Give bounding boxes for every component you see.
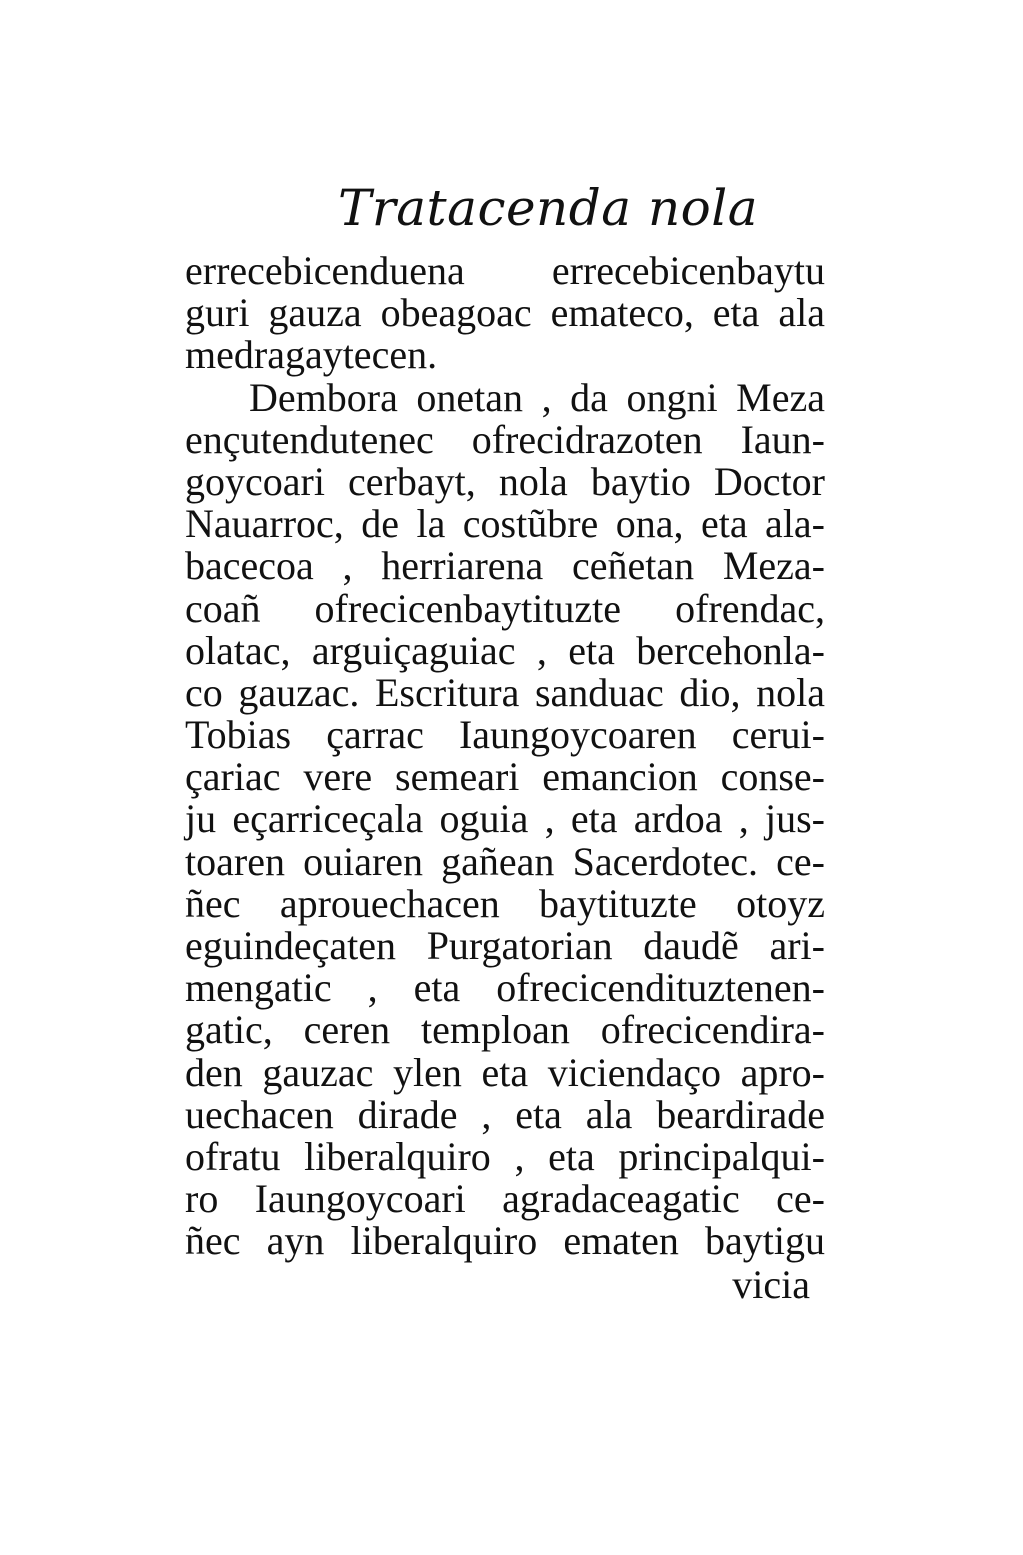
text-line: medragaytecen. xyxy=(185,332,438,378)
text-line: ñec ayn liberalquiro ematen baytigu xyxy=(185,1218,825,1264)
text-line: coañ ofrecicenbaytituzte ofrendac, xyxy=(185,585,825,631)
text-line: mengatic , eta ofrecicendituztenen- xyxy=(185,965,825,1011)
text-line: co gauzac. Escritura sanduac dio, nola xyxy=(185,669,825,715)
text-line: den gauzac ylen eta viciendaço apro- xyxy=(185,1049,825,1095)
body-text xyxy=(185,250,825,1307)
text-line: ro Iaungoycoari agradaceagatic ce- xyxy=(185,1176,825,1222)
page-header xyxy=(0,178,1023,248)
text-line: ñec aprouechacen baytituzte otoyz xyxy=(185,880,825,926)
text-line: goycoari cerbayt, nola baytio Doctor xyxy=(185,458,825,504)
text-line: errecebicenduena errecebicenbaytu xyxy=(185,248,825,293)
text-line: eguindeçaten Purgatorian daudẽ ari- xyxy=(185,923,825,968)
text-line: Nauarroc, de la costũbre ona, eta ala- xyxy=(185,501,825,547)
text-line: toaren ouiaren gañean Sacerdotec. ce- xyxy=(185,838,825,884)
text-line: olatac, arguiçaguiac , eta bercehonla- xyxy=(185,627,825,673)
catchword: vicia xyxy=(732,1261,810,1307)
text-line: guri gauza obeagoac emateco, eta ala xyxy=(185,290,825,336)
text-line: çariac vere semeari emancion conse- xyxy=(185,754,825,800)
text-line: Tobias çarrac Iaungoycoaren cerui- xyxy=(185,712,825,758)
text-line: ofratu liberalquiro , eta principalqui- xyxy=(185,1133,825,1179)
catchword-row xyxy=(185,1263,825,1307)
text-line: ençutendutenec ofrecidrazoten Iaun- xyxy=(185,416,825,462)
text-line: bacecoa , herriarena ceñetan Meza- xyxy=(185,543,825,589)
running-head: Tratacenda nola xyxy=(338,179,759,237)
text-line: gatic, ceren temploan ofrecicendira- xyxy=(185,1007,825,1053)
paragraph-first-line: Dembora onetan , da ongni Meza xyxy=(249,374,825,420)
text-line: uechacen dirade , eta ala beardirade xyxy=(185,1091,825,1137)
text-line: ju eçarriceçala oguia , eta ardoa , jus- xyxy=(185,796,825,842)
